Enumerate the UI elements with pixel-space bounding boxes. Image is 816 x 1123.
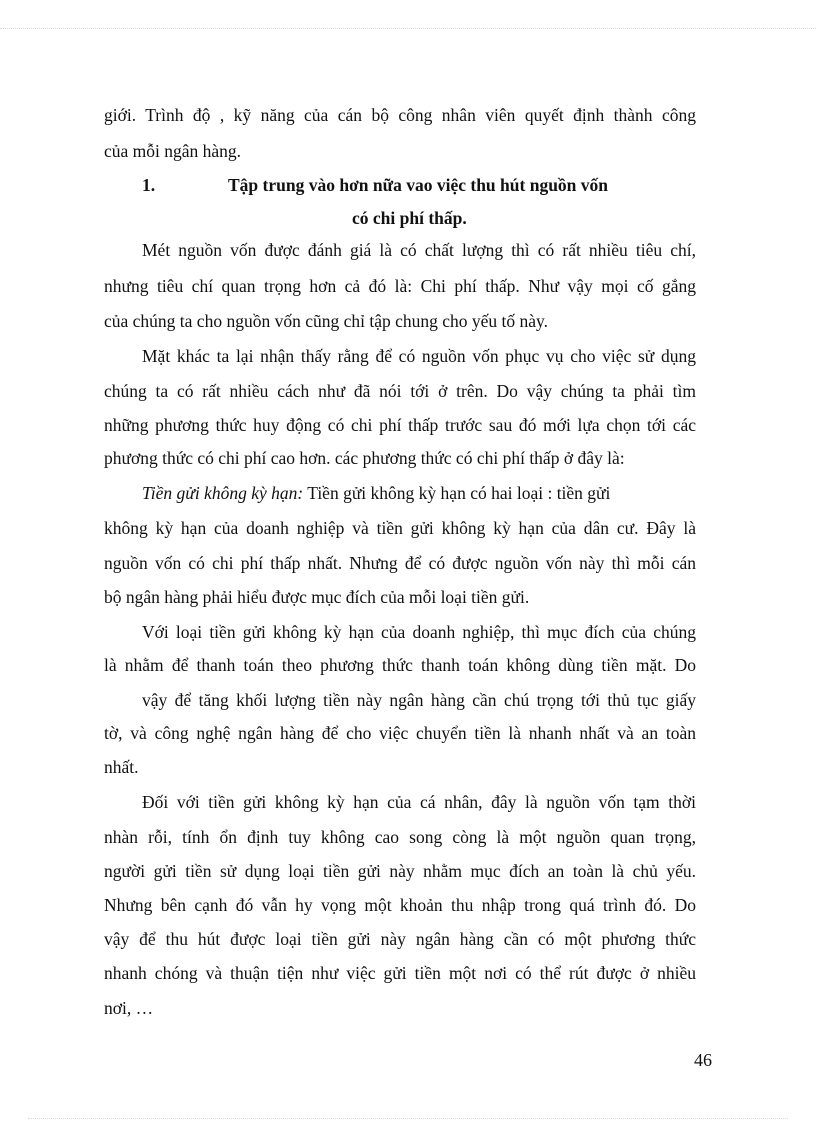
text-line: Với loại tiền gửi không kỳ hạn của doanh nghiệp, thì mục đích của chúng bbox=[142, 622, 696, 642]
text-line: phương thức có chi phí cao hơn. các phương thức có chi phí thấp ở đây là: bbox=[104, 448, 625, 468]
text-line: nhất. bbox=[104, 757, 139, 777]
text-line: tờ, và công nghệ ngân hàng để cho việc chuyển tiền là nhanh nhất và an toàn bbox=[104, 723, 696, 743]
section-title-line-2: có chi phí thấp. bbox=[352, 208, 467, 228]
text-line: Mặt khác ta lại nhận thấy rằng để có nguồn vốn phục vụ cho việc sử dụng bbox=[142, 346, 696, 366]
text-line: vậy để tăng khối lượng tiền này ngân hàng cần chú trọng tới thủ tục giấy bbox=[142, 690, 696, 710]
text-line: của mỗi ngân hàng. bbox=[104, 141, 242, 161]
text-line: người gửi tiền sử dụng loại tiền gửi này nhằm mục đích an toàn là chủ yếu. bbox=[104, 861, 696, 881]
text-line: bộ ngân hàng phải hiểu được mục đích của mỗi loại tiền gửi. bbox=[104, 587, 530, 607]
text-line: của chúng ta cho nguồn vốn cũng chỉ tập chung cho yếu tố này. bbox=[104, 311, 549, 331]
text-line: không kỳ hạn của doanh nghiệp và tiền gửi không kỳ hạn của dân cư. Đây là bbox=[104, 518, 696, 538]
text-line: nhanh chóng và thuận tiện như việc gửi tiền một nơi có thể rút được ở nhiều bbox=[104, 963, 696, 983]
term-italic: Tiền gửi không kỳ hạn: bbox=[142, 483, 304, 503]
bottom-border bbox=[28, 1118, 788, 1119]
text-line: là nhằm để thanh toán theo phương thức thanh toán không dùng tiền mặt. Do bbox=[104, 655, 696, 675]
text-line: nguồn vốn có chi phí thấp nhất. Nhưng để có được nguồn vốn này thì mỗi cán bbox=[104, 553, 696, 573]
text-line: nhàn rỗi, tính ổn định tuy không cao song còng là một nguồn quan trọng, bbox=[104, 827, 696, 847]
text-span: Tiền gửi không kỳ hạn có hai loại : tiền gửi bbox=[303, 483, 611, 503]
text-line: nhưng tiêu chí quan trọng hơn cả đó là: Chi phí thấp. Như vậy mọi cố gắng bbox=[104, 276, 696, 296]
text-line: Nhưng bên cạnh đó vẫn hy vọng một khoản thu nhập trong quá trình đó. Do bbox=[104, 895, 696, 915]
section-title-line-1: Tập trung vào hơn nữa vao việc thu hút nguồn vốn bbox=[228, 175, 609, 195]
text-line bbox=[142, 481, 696, 505]
text-line: giới. Trình độ , kỹ năng của cán bộ công nhân viên quyết định thành công bbox=[104, 105, 696, 125]
text-line: Đối với tiền gửi không kỳ hạn của cá nhân, đây là nguồn vốn tạm thời bbox=[142, 792, 696, 812]
page-number: 46 bbox=[694, 1050, 712, 1070]
text-line: chúng ta có rất nhiều cách như đã nói tới ở trên. Do vậy chúng ta phải tìm bbox=[104, 381, 696, 401]
text-line: vậy để thu hút được loại tiền gửi này ngân hàng cần có một phương thức bbox=[104, 929, 696, 949]
top-border bbox=[0, 0, 816, 29]
text-line: Mét nguồn vốn được đánh giá là có chất lượng thì có rất nhiều tiêu chí, bbox=[142, 240, 696, 260]
section-number: 1. bbox=[142, 175, 156, 195]
text-line: nơi, … bbox=[104, 998, 154, 1018]
text-line: những phương thức huy động có chi phí thấp trước sau đó mới lựa chọn tới các bbox=[104, 415, 696, 435]
